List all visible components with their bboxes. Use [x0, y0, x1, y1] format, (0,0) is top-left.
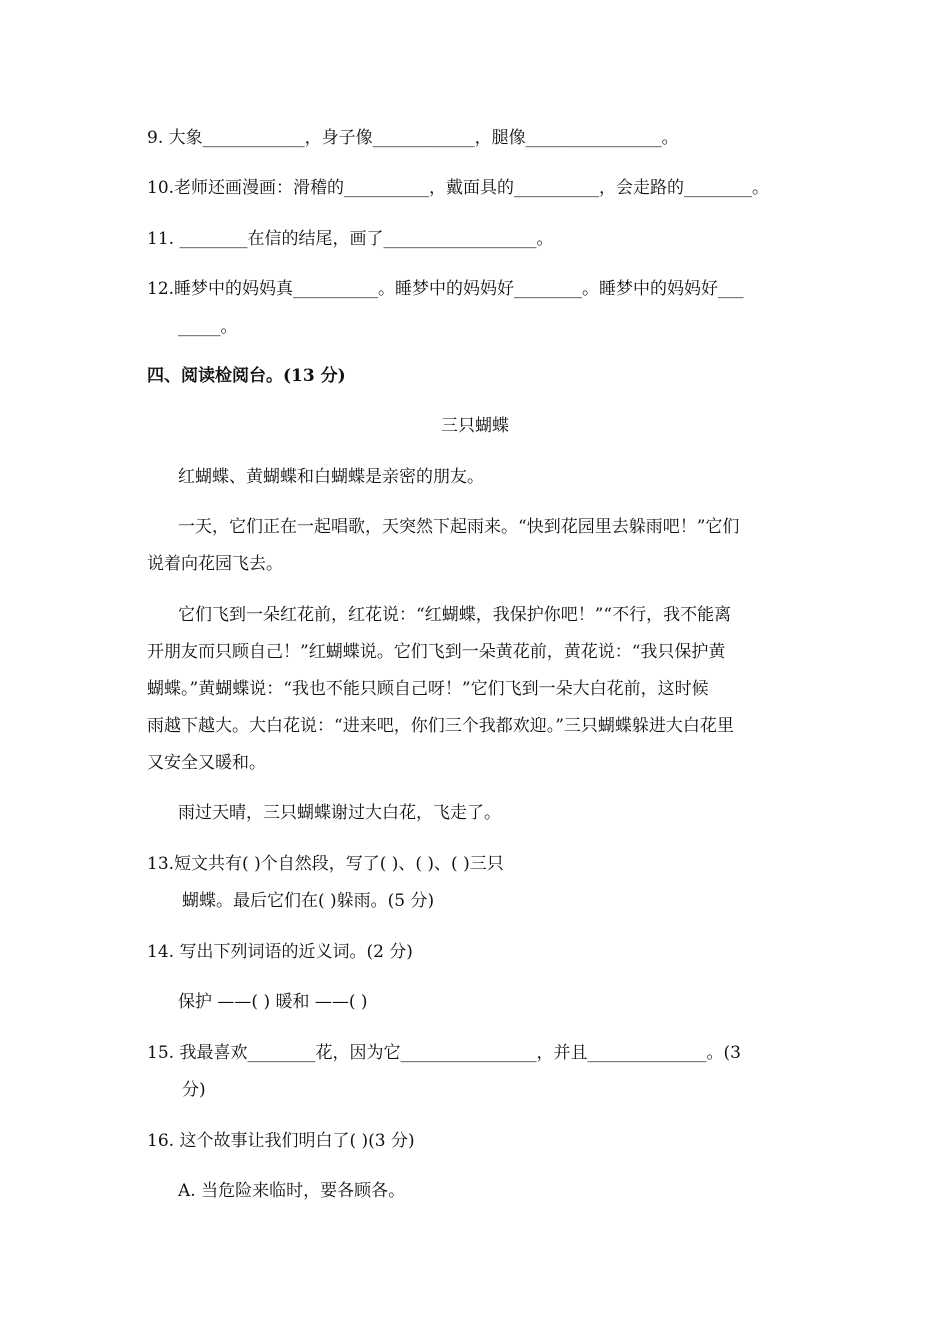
question-16-option-a: A. 当危险来临时，要各顾各。: [178, 1181, 406, 1201]
passage-paragraph-2-line-2: 说着向花园飞去。: [147, 554, 283, 574]
passage-paragraph-3-line-3: 蝴蝶。”黄蝴蝶说：“我也不能只顾自己呀！”它们飞到一朵大白花前，这时候: [147, 679, 709, 699]
question-14-items: 保护 ——( ) 暖和 ——( ): [178, 992, 368, 1012]
passage-paragraph-1: 红蝴蝶、黄蝴蝶和白蝴蝶是亲密的朋友。: [178, 467, 484, 487]
question-13-line-2: 蝴蝶。最后它们在( )躲雨。(5 分): [182, 891, 435, 911]
question-13-line-1: 13.短文共有( )个自然段，写了( )、( )、( )三只: [147, 854, 504, 874]
section-4-title: 四、阅读检阅台。(13 分): [147, 366, 346, 386]
question-11: 11. ________在信的结尾，画了__________________。: [147, 229, 554, 249]
passage-paragraph-3-line-4: 雨越下越大。大白花说：“进来吧，你们三个我都欢迎。”三只蝴蝶躲进大白花里: [147, 716, 734, 736]
question-14: 14. 写出下列词语的近义词。(2 分): [147, 942, 413, 962]
question-16: 16. 这个故事让我们明白了( )(3 分): [147, 1131, 415, 1151]
passage-paragraph-3-line-5: 又安全又暖和。: [147, 753, 266, 773]
question-12-line-1: 12.睡梦中的妈妈真__________。睡梦中的妈妈好________。睡梦中的妈妈好___: [147, 279, 744, 299]
question-15-line-2: 分): [182, 1080, 206, 1100]
question-9: 9. 大象____________，身子像____________，腿像________________。: [147, 128, 679, 148]
question-12-line-2: _____。: [178, 317, 238, 337]
passage-title: 三只蝴蝶: [441, 416, 509, 436]
passage-paragraph-3-line-2: 开朋友而只顾自己！”红蝴蝶说。它们飞到一朵黄花前，黄花说：“我只保护黄: [147, 642, 726, 662]
passage-paragraph-2-line-1: 一天，它们正在一起唱歌，天突然下起雨来。“快到花园里去躲雨吧！”它们: [178, 517, 740, 537]
passage-paragraph-4: 雨过天晴，三只蝴蝶谢过大白花，飞走了。: [178, 803, 501, 823]
question-10: 10.老师还画漫画：滑稽的__________，戴面具的__________，会走路的________。: [147, 178, 770, 198]
question-15-line-1: 15. 我最喜欢________花，因为它________________，并且______________。(3: [147, 1043, 741, 1063]
passage-paragraph-3-line-1: 它们飞到一朵红花前，红花说：“红蝴蝶，我保护你吧！”“不行，我不能离: [178, 605, 732, 625]
